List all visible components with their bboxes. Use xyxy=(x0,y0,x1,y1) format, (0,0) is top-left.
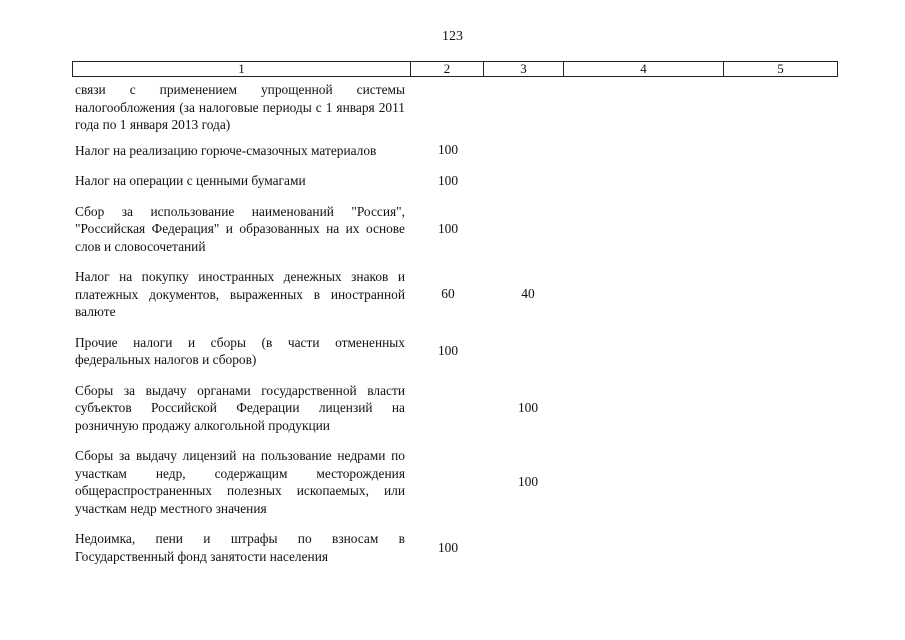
row-col2-value: 100 xyxy=(437,343,459,358)
row-col2-value: 100 xyxy=(437,539,459,555)
row-col3-value: 100 xyxy=(517,399,539,415)
row-name: Недоимка, пени и штрафы по взносам в Государственный фонд занятости населения xyxy=(75,531,405,564)
table-row xyxy=(75,203,835,256)
column-header-2: 2 xyxy=(411,62,484,76)
table-header xyxy=(72,61,838,77)
column-header-1: 1 xyxy=(73,62,411,76)
table-row xyxy=(75,530,835,565)
row-name: Налог на реализацию горюче-смазочных материалов xyxy=(75,142,377,158)
row-name: Налог на операции с ценными бумагами xyxy=(75,173,306,188)
page-number: 123 xyxy=(442,29,463,44)
column-header-3: 3 xyxy=(484,62,564,76)
table-row xyxy=(75,447,835,517)
row-name: Сборы за выдачу лицензий на пользование недрами по участкам недр, содержащим месторождения общераспространенных полезных ископаемых, или участкам недр местного значения xyxy=(75,448,405,516)
column-header-4: 4 xyxy=(564,62,724,76)
table-row xyxy=(75,81,835,134)
table-body xyxy=(75,81,835,565)
table-row xyxy=(75,268,835,321)
table-row xyxy=(75,334,835,369)
row-name: Налог на покупку иностранных денежных знаков и платежных документов, выраженных в иностранной валюте xyxy=(75,269,405,319)
row-name: Прочие налоги и сборы (в части отмененных федеральных налогов и сборов) xyxy=(75,334,405,367)
row-col3-value: 40 xyxy=(521,286,535,302)
table-row xyxy=(75,142,835,160)
column-header-5: 5 xyxy=(777,61,784,76)
table-row xyxy=(75,172,835,190)
row-col2-value: 100 xyxy=(437,172,459,188)
row-col2-value: 100 xyxy=(437,142,459,158)
row-col3-value: 100 xyxy=(517,474,539,489)
row-col2-value: 100 xyxy=(437,220,459,236)
table-row xyxy=(75,382,835,435)
row-name: Сбор за использование наименований "Россия", "Российская Федерация" и образованных на их основе слов и словосочетаний xyxy=(75,203,405,254)
row-col2-value: 60 xyxy=(441,286,455,302)
row-name: Сборы за выдачу органами государственной власти субъектов Российской Федерации лицензий на розничную продажу алкогольной продукции xyxy=(75,382,405,433)
row-name: связи с применением упрощенной системы налогообложения (за налоговые периоды с 1 января 2011 года по 1 января 2013 года) xyxy=(75,82,405,132)
